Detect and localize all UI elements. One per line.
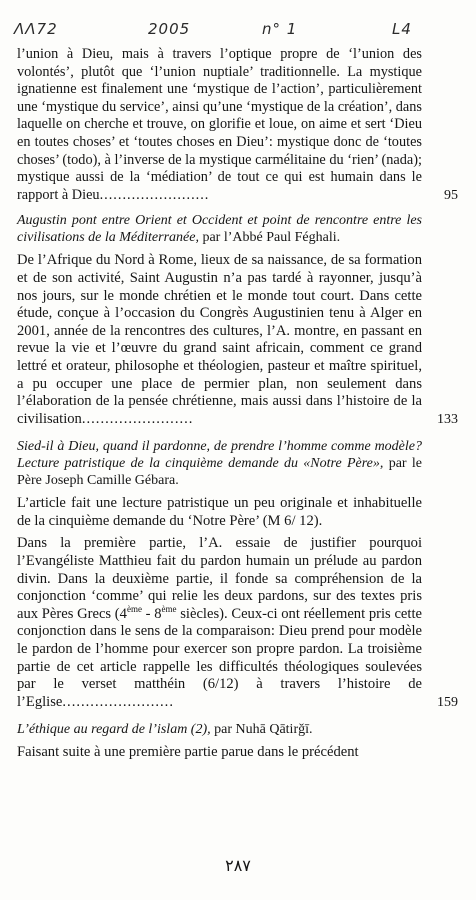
entry-3-para-2 xyxy=(17,535,458,711)
handwritten-ref: ΛΛ72 xyxy=(14,20,58,38)
entry-3-dash: - 8 xyxy=(141,605,162,622)
entry-4 xyxy=(17,744,422,762)
entry-3-para-2-b: siècles). Ceux-ci ont réellement pris cette conjonction dans le sens de la comparaison: Dieu prend pour modèle le pardon de l’homme pour exercer son propre pardon. La troisième partie de cet article rappelle les difficultés théologiques soulevées par le verset matthéin (6/12) à travers l’histoire de l’Eglise xyxy=(17,605,422,710)
entry-2-text: De l’Afrique du Nord à Rome, lieux de sa naissance, de sa formation et de son activité, Saint Augustin n’a pas tardé à rayonner, jusqu’à nos jours, sur le monde chrétien et le monde tout court. Dans cette étude, conçue à l’occasion du Congrès Augustinien tenu à Alger en 2001, année de la rencontres des cultures, l’A. montre, en passant en revue la vie et l’œuvre du grand saint africain, comment ce grand lettré et orateur, philosophe et théologien, pasteur et maître spirituel, a pu occuper une place de permier plan, non seulement dans l’élaboration de la pensée chrétienne, mais aussi dans l’histoire de la civilisation xyxy=(17,252,422,427)
page-number: ٢٨٧ xyxy=(225,856,251,875)
entry-2-heading xyxy=(17,212,422,246)
entry-3-para-1-text: L’article fait une lecture patristique un peu originale et inhabituelle de la cinquième demande du ‘Notre Père’ (M 6/ 12). xyxy=(17,495,422,529)
entry-1 xyxy=(17,46,458,204)
entry-2-page: 133 xyxy=(437,411,458,427)
superscript: ème xyxy=(161,603,177,614)
superscript: ème xyxy=(126,603,142,614)
leader-dots: ........................ xyxy=(62,693,174,710)
entry-2-title: Augustin pont entre Orient et Occident et point de rencontre entre les civilisations de la Méditerranée, xyxy=(17,213,422,246)
entry-3-para-2-a: Dans la première partie, l’A. essaie de justifier pourquoi l’Evangéliste Matthieu fait du pardon humain un prélude au pardon divin. Dans la deuxième partie, il fonde sa compréhension de la conjonction ‘comme’ qui relie les deux pardons, sur des textes pris aux Pères Grecs (4 xyxy=(17,535,422,622)
entry-1-page: 95 xyxy=(444,187,458,203)
handwritten-year: 2005 xyxy=(148,20,191,38)
leader-dots: ........................ xyxy=(99,186,210,203)
entry-4-title: L’éthique au regard de l’islam (2), xyxy=(17,722,211,738)
entry-4-byline: par Nuhā Qātirǧī. xyxy=(214,722,313,738)
entry-2-byline: par l’Abbé Paul Féghali. xyxy=(202,230,341,246)
handwritten-issue: n° 1 xyxy=(262,20,298,38)
entry-3-para-1 xyxy=(17,495,422,530)
entry-3-page: 159 xyxy=(437,694,458,710)
entry-4-text: Faisant suite à une première partie parue dans le précédent xyxy=(17,744,359,761)
entry-3-title: Sied-il à Dieu, quand il pardonne, de prendre l’homme comme modèle? Lecture patristique de la cinquième demande du «Notre Père», xyxy=(17,439,422,472)
entry-3-heading xyxy=(17,438,422,489)
entry-3-byline: par le Père Joseph Camille Gébara. xyxy=(17,456,423,489)
handwritten-count: L4 xyxy=(392,20,412,38)
entry-2 xyxy=(17,252,458,428)
entry-4-heading xyxy=(17,721,422,738)
document-body xyxy=(17,46,458,762)
entry-1-text: l’union à Dieu, mais à travers l’optique propre de ‘l’union des volontés’, plutôt que ‘l’union nuptiale’ traditionnelle. La mystique ignatienne est finalement une ‘mystique de l’action’, particulièrement une ‘mystique du service’, ainsi qu’une ‘mystique de la création’, dans laquelle on cherche et trouve, on glorifie et loue, on aime et sert ‘Dieu en toutes choses’ et ‘toutes choses en Dieu’: mystique donc de ‘toutes choses’ (todo), à l’inverse de la mystique carmélitaine du ‘rien’ (nada); mystique aussi de la ‘médiation’ de tout ce qui est humain dans le rapport à Dieu xyxy=(17,46,422,203)
leader-dots: ........................ xyxy=(81,410,194,427)
